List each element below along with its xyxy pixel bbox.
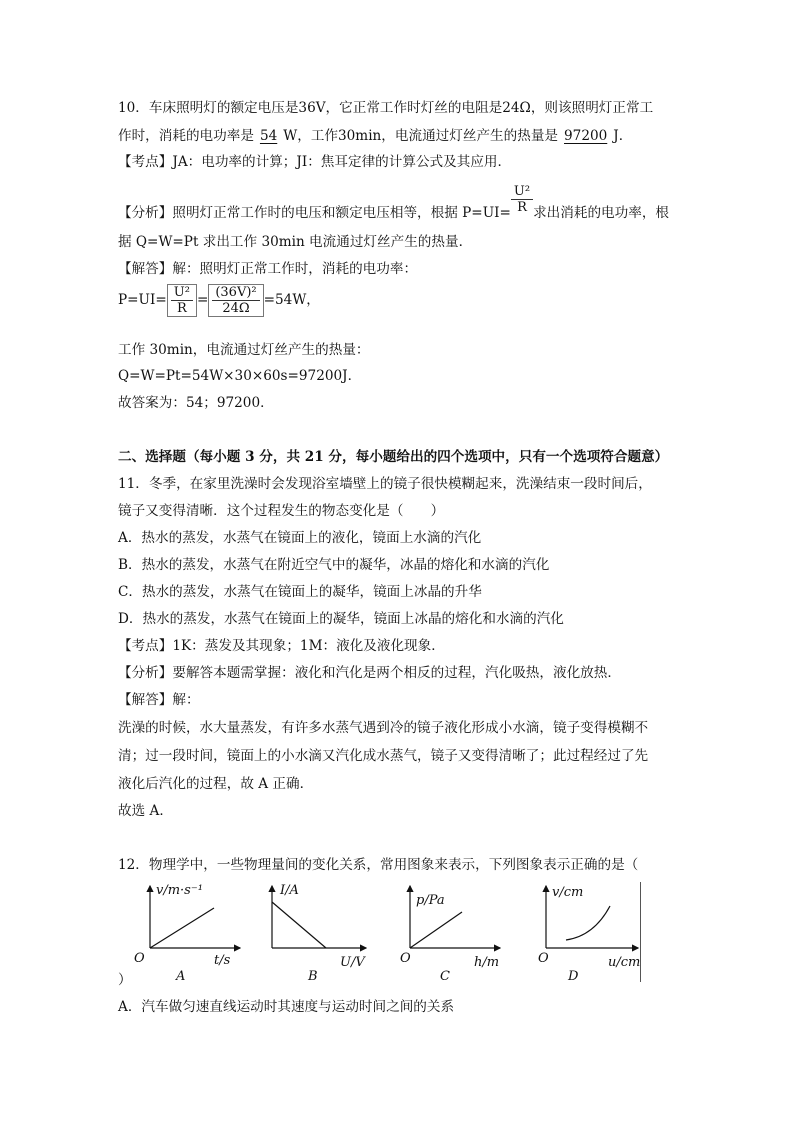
eq-fraction-2-num: (36V)² — [212, 285, 259, 301]
fenxi-text-a: 【分析】照明灯正常工作时的电压和额定电压相等，根据 P=UI= — [118, 205, 511, 221]
q11-line2: 镜子又变得清晰．这个过程发生的物态变化是（ ） — [118, 503, 445, 519]
eq-fraction-1-num: U² — [171, 285, 193, 301]
q11-option-b: B．热水的蒸发，水蒸气在附近空气中的凝华，冰晶的熔化和水滴的汽化 — [118, 557, 550, 573]
graph-a-xlabel: t/s — [214, 953, 231, 968]
q11-kaodian: 【考点】1K：蒸发及其现象；1M：液化及液化现象． — [118, 638, 445, 654]
graph-c-line — [410, 912, 462, 948]
graph-b-letter: B — [308, 969, 318, 984]
graph-a-line — [150, 908, 214, 948]
graph-d-letter: D — [568, 969, 579, 984]
graph-c-letter: C — [440, 969, 450, 984]
eq-equals: = — [196, 292, 209, 308]
q11-line1: 11．冬季，在家里洗澡时会发现浴室墙壁上的镜子很快模糊起来，洗澡结束一段时间后， — [118, 476, 652, 492]
graph-d-curve — [566, 906, 610, 940]
q11-fenxi: 【分析】要解答本题需掌握：液化和汽化是两个相反的过程，汽化吸热，液化放热． — [118, 665, 621, 681]
q12-line1: 12．物理学中，一些物理量间的变化关系，常用图象来表示，下列图象表示正确的是（ — [118, 857, 639, 873]
q11-explanation-1: 洗澡的时候，水大量蒸发，有许多水蒸气遇到冷的镜子液化形成小水滴，镜子变得模糊不 — [118, 720, 649, 736]
graph-c-xlabel: h/m — [474, 955, 500, 970]
q11-jieda: 【解答】解： — [118, 692, 200, 708]
fenxi-text-b: 求出消耗的电功率，根 — [533, 205, 670, 221]
graph-b-line — [272, 902, 326, 948]
q10-line2c: J． — [613, 128, 633, 144]
q10-fenxi — [118, 184, 669, 221]
graph-a — [128, 880, 248, 984]
graph-d-xlabel: u/cm — [608, 955, 641, 970]
q10-equation — [118, 284, 320, 317]
q11-choice: 故选 A． — [118, 803, 173, 819]
graph-a-ylabel: v/m·s⁻¹ — [156, 883, 203, 898]
fraction-numerator: U² — [511, 184, 533, 200]
fraction-denominator: R — [517, 200, 527, 215]
q11-explanation-3: 液化后汽化的过程，故 A 正确． — [118, 776, 314, 792]
q11-explanation-2: 清；过一段时间，镜面上的小水滴又汽化成水蒸气，镜子又变得清晰了；此过程经过了先 — [118, 748, 649, 764]
q10-line2 — [118, 124, 632, 144]
section2-title: 二、选择题（每小题 3 分，共 21 分，每小题给出的四个选项中，只有一个选项符合题意） — [118, 449, 669, 465]
eq-suffix: =54W， — [263, 292, 320, 308]
q11-option-c: C．热水的蒸发，水蒸气在镜面上的凝华，镜面上冰晶的升华 — [118, 584, 482, 600]
graph-a-origin: O — [134, 951, 145, 966]
eq-fraction-1 — [167, 284, 197, 317]
q12-close-paren: ） — [118, 972, 132, 988]
graph-c-ylabel: p/Pa — [416, 893, 445, 908]
q10-fenxi2: 据 Q=W=Pt 求出工作 30min 电流通过灯丝产生的热量． — [118, 234, 473, 250]
graph-divider — [640, 882, 641, 982]
graph-b-xlabel: U/V — [340, 955, 365, 970]
graph-c-origin: O — [400, 951, 411, 966]
q11-option-d: D．热水的蒸发，水蒸气在镜面上的凝华，镜面上冰晶的熔化和水滴的汽化 — [118, 611, 564, 627]
graph-d — [534, 880, 646, 984]
graph-b — [262, 880, 382, 984]
q10-jieda: 【解答】解：照明灯正常工作时，消耗的电功率： — [118, 261, 418, 277]
q10-line2a: 作时，消耗的电功率是 — [118, 128, 254, 144]
graph-d-ylabel: v/cm — [552, 885, 584, 900]
power-formula-fraction — [511, 184, 533, 215]
q10-heat-equation: Q=W=Pt=54W×30×60s=97200J． — [118, 368, 362, 384]
graph-d-origin: O — [538, 951, 549, 966]
q12-option-a: A．汽车做匀速直线运动时其速度与运动时间之间的关系 — [118, 999, 455, 1015]
blank-heat: 97200 — [564, 128, 608, 144]
graph-a-letter: A — [176, 969, 186, 984]
q10-line2b: W，工作30min，电流通过灯丝产生的热量是 — [283, 128, 559, 144]
graph-b-ylabel: I/A — [280, 883, 299, 898]
q10-line1: 10．车床照明灯的额定电压是36V，它正常工作时灯丝的电阻是24Ω，则该照明灯正常工 — [118, 100, 654, 116]
q10-answer: 故答案为：54；97200． — [118, 395, 274, 411]
q10-work-line: 工作 30min，电流通过灯丝产生的热量： — [118, 342, 370, 358]
graph-c — [396, 880, 508, 984]
eq-prefix: P=UI= — [118, 292, 167, 308]
eq-fraction-2-den: 24Ω — [222, 301, 250, 316]
eq-fraction-1-den: R — [176, 301, 187, 316]
q11-option-a: A．热水的蒸发，水蒸气在镜面上的液化，镜面上水滴的汽化 — [118, 530, 482, 546]
eq-fraction-2 — [208, 284, 263, 317]
blank-power: 54 — [259, 128, 278, 144]
q10-kaodian: 【考点】JA：电功率的计算；JI：焦耳定律的计算公式及其应用． — [118, 154, 512, 170]
